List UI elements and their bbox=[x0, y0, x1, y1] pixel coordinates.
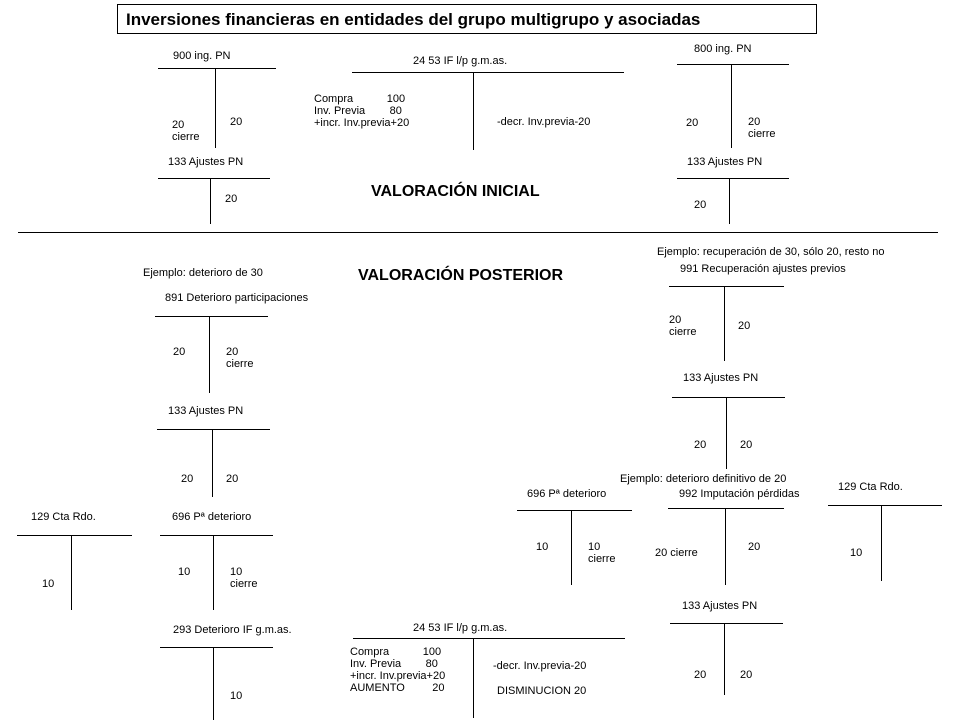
account-debit: Compra 100 Inv. Previa 80 +incr. Inv.previa+20 bbox=[314, 93, 410, 129]
account-header: 696 Pª deterioro bbox=[172, 511, 252, 523]
account-header: 696 Pª deterioro bbox=[527, 488, 607, 500]
account-credit: 10 cierre bbox=[230, 566, 258, 590]
account-credit: 20 bbox=[740, 439, 753, 451]
title-box bbox=[117, 4, 817, 34]
account-header: 800 ing. PN bbox=[694, 43, 752, 55]
account-debit: 20 bbox=[694, 439, 707, 451]
diagram-title: Inversiones financieras en entidades del grupo multigrupo y asociadas bbox=[126, 10, 701, 29]
example-recuperacion: Ejemplo: recuperación de 30, sólo 20, resto no bbox=[657, 246, 885, 258]
account-header: 991 Recuperación ajustes previos bbox=[680, 263, 846, 275]
account-debit: Compra 100 Inv. Previa 80 +incr. Inv.previa+20 AUMENTO 20 bbox=[350, 646, 446, 694]
example-definitivo: Ejemplo: deterioro definitivo de 20 bbox=[620, 473, 787, 485]
account-debit: 20 cierre bbox=[669, 314, 697, 338]
account-header: 900 ing. PN bbox=[173, 50, 231, 62]
account-credit: 20 bbox=[738, 320, 751, 332]
account-debit: 20 bbox=[694, 669, 707, 681]
account-header: 24 53 IF l/p g.m.as. bbox=[413, 55, 508, 67]
section-initial: VALORACIÓN INICIAL bbox=[371, 183, 540, 200]
account-header: 992 Imputación pérdidas bbox=[679, 488, 800, 500]
account-debit: 10 bbox=[536, 541, 549, 553]
account-debit: 20 bbox=[181, 473, 194, 485]
account-credit: -decr. Inv.previa-20 bbox=[497, 116, 591, 128]
account-header: 133 Ajustes PN bbox=[683, 372, 759, 384]
account-header: 133 Ajustes PN bbox=[168, 156, 244, 168]
account-credit: 20 bbox=[740, 669, 753, 681]
account-header: 133 Ajustes PN bbox=[682, 600, 758, 612]
account-header: 133 Ajustes PN bbox=[687, 156, 763, 168]
account-credit: 10 bbox=[230, 690, 243, 702]
account-debit: 20 cierre bbox=[655, 547, 698, 559]
account-note: DISMINUCION 20 bbox=[497, 685, 587, 697]
account-header: 129 Cta Rdo. bbox=[838, 481, 903, 493]
account-header: 133 Ajustes PN bbox=[168, 405, 244, 417]
account-credit: 20 bbox=[225, 193, 238, 205]
account-header: 293 Deterioro IF g.m.as. bbox=[173, 624, 292, 636]
account-debit: 20 bbox=[694, 199, 707, 211]
account-credit: 20 bbox=[230, 116, 243, 128]
section-divider bbox=[18, 232, 938, 233]
account-header: 24 53 IF l/p g.m.as. bbox=[413, 622, 508, 634]
account-header: 129 Cta Rdo. bbox=[31, 511, 96, 523]
account-debit: 10 bbox=[42, 578, 55, 590]
account-credit: -decr. Inv.previa-20 bbox=[493, 660, 587, 672]
account-credit: 20 bbox=[748, 541, 761, 553]
account-debit: 20 cierre bbox=[172, 119, 200, 143]
account-debit: 10 bbox=[178, 566, 191, 578]
account-header: 891 Deterioro participaciones bbox=[165, 292, 309, 304]
account-debit: 10 bbox=[850, 547, 863, 559]
account-credit: 10 cierre bbox=[588, 541, 616, 565]
account-credit: 20 bbox=[226, 473, 239, 485]
section-posterior: VALORACIÓN POSTERIOR bbox=[358, 267, 564, 284]
example-deterioro: Ejemplo: deterioro de 30 bbox=[143, 267, 263, 279]
account-debit: 20 bbox=[173, 346, 186, 358]
account-credit: 20 cierre bbox=[226, 346, 254, 370]
account-credit: 20 cierre bbox=[748, 116, 776, 140]
account-debit: 20 bbox=[686, 117, 699, 129]
